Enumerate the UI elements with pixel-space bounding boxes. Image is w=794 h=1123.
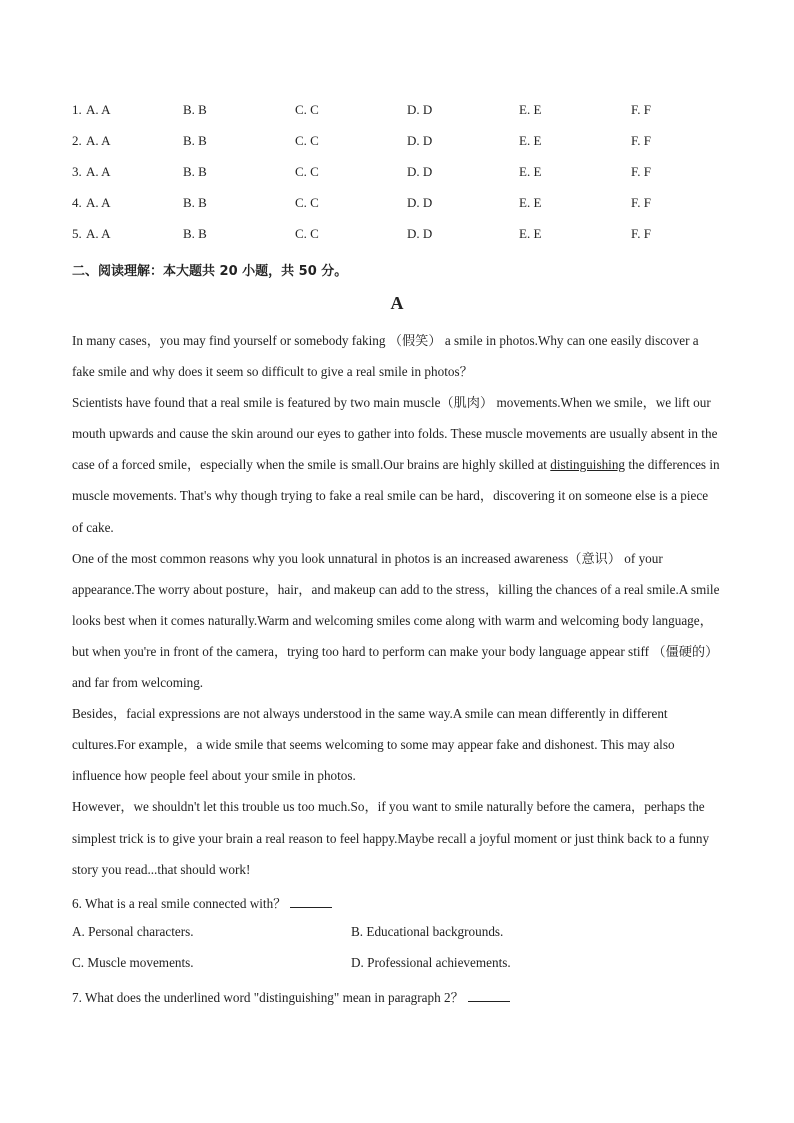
option-a[interactable]: A. A [86, 133, 111, 148]
option-f[interactable]: F. F [631, 164, 651, 179]
answer-row [72, 102, 722, 133]
answer-row [72, 226, 722, 257]
option-b[interactable]: B. B [183, 226, 207, 241]
option-c[interactable]: C. C [295, 164, 319, 179]
q6-option-d[interactable]: D. Professional achievements. [351, 955, 511, 970]
option-d[interactable]: D. D [407, 164, 433, 179]
answer-row [72, 164, 722, 195]
option-a[interactable]: A. A [86, 102, 111, 117]
answer-blank[interactable] [290, 895, 332, 908]
option-b[interactable]: B. B [183, 102, 207, 117]
option-f[interactable]: F. F [631, 102, 651, 117]
paragraph-3: One of the most common reasons why you look unnatural in photos is an increased awareness（意识） of your appearance.The worry about posture，hair，and makeup can add to the stress，killing the chances of a real smile.A smile looks best when it comes naturally.Warm and welcoming smiles come along with warm and welcoming body language，but when you're in front of the camera，trying too hard to perform can make your body language appear stiff （僵硬的） and far from welcoming. [72, 550, 720, 691]
option-c[interactable]: C. C [295, 133, 319, 148]
question-number: 2. [72, 133, 82, 148]
option-d[interactable]: D. D [407, 226, 433, 241]
q6-option-b[interactable]: B. Educational backgrounds. [351, 924, 504, 939]
question-number: 3. [72, 164, 82, 179]
answer-options-table [72, 102, 722, 257]
paragraph-1: In many cases，you may find yourself or somebody faking （假笑） a smile in photos.Why can one easily discover a fake smile and why does it seem so difficult to give a real smile in photos？ [72, 333, 699, 380]
option-a[interactable]: A. A [86, 226, 111, 241]
question-number: 4. [72, 195, 82, 210]
option-d[interactable]: D. D [407, 195, 433, 210]
q6-option-c[interactable]: C. Muscle movements. [72, 955, 194, 970]
option-c[interactable]: C. C [295, 195, 319, 210]
option-e[interactable]: E. E [519, 226, 542, 241]
paragraph-2-end: the differences in muscle movements. That's why though trying to fake a real smile can be hard，discovering it on someone else is a piece of cake. [72, 457, 720, 535]
option-a[interactable]: A. A [86, 164, 111, 179]
answer-row [72, 133, 722, 164]
option-d[interactable]: D. D [407, 102, 433, 117]
question-7-text: 7. What does the underlined word "distinguishing" mean in paragraph 2？ [72, 990, 464, 1005]
option-b[interactable]: B. B [183, 195, 207, 210]
option-f[interactable]: F. F [631, 226, 651, 241]
question-number: 5. [72, 226, 82, 241]
question-6-text: 6. What is a real smile connected with？ [72, 896, 287, 911]
option-e[interactable]: E. E [519, 133, 542, 148]
option-a[interactable]: A. A [86, 195, 111, 210]
option-e[interactable]: E. E [519, 164, 542, 179]
question-6 [72, 893, 332, 912]
paragraph-5: However，we shouldn't let this trouble us too much.So，if you want to smile naturally before the camera，perhaps the simplest trick is to give your brain a real reason to feel happy.Maybe recall a joyful moment or just think back to a funny story you read...that should work! [72, 799, 710, 877]
paragraph-2 [72, 387, 722, 542]
option-e[interactable]: E. E [519, 195, 542, 210]
option-c[interactable]: C. C [295, 226, 319, 241]
reading-passage [72, 325, 722, 885]
option-e[interactable]: E. E [519, 102, 542, 117]
option-f[interactable]: F. F [631, 195, 651, 210]
paragraph-4: Besides，facial expressions are not always understood in the same way.A smile can mean differently in different cultures.For example，a wide smile that seems welcoming to some may appear fake and dishonest. This may also influence how people feel about your smile in photos. [72, 706, 675, 784]
section-heading: 二、阅读理解：本大题共 20 小题，共 50 分。 [72, 264, 348, 279]
option-f[interactable]: F. F [631, 133, 651, 148]
option-d[interactable]: D. D [407, 133, 433, 148]
passage-title: A [390, 293, 404, 313]
option-b[interactable]: B. B [183, 164, 207, 179]
paragraph-2-start: Scientists have found that a real smile is featured by two main muscle（肌肉） movements.When we smile，we lift our mouth upwards and cause the skin around our eyes to gather into folds. These muscle movements are usually absent in the case of a forced smile，especially when the smile is small.Our brains are highly skilled at [72, 395, 718, 473]
option-c[interactable]: C. C [295, 102, 319, 117]
option-b[interactable]: B. B [183, 133, 207, 148]
answer-blank[interactable] [468, 989, 510, 1002]
question-number: 1. [72, 102, 82, 117]
q6-option-a[interactable]: A. Personal characters. [72, 924, 194, 939]
underlined-word: distinguishing [550, 457, 626, 473]
answer-row [72, 195, 722, 226]
question-7 [72, 987, 510, 1006]
